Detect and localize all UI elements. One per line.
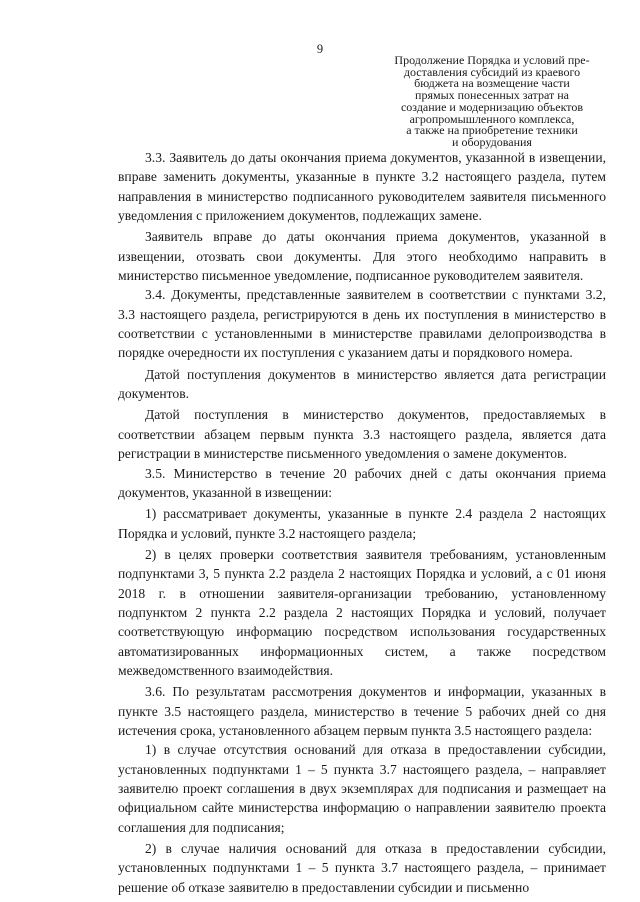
paragraph-3-6-item-2: 2) в случае наличия оснований для отказа в предоставлении субсидии, установленных подпунктами 1 – 5 пункта 3.7 настоящего раздела, – принимает решение об отказе заявителю в предоставлении субсидии и письменно: [118, 841, 606, 895]
paragraph-3-5: 3.5. Министерство в течение 20 рабочих дней с даты окончания приема документов, указанной в извещении:: [118, 465, 606, 500]
header-line: создание и модернизацию объектов: [400, 99, 584, 114]
document-header: [388, 55, 596, 149]
paragraph-3-3: 3.3. Заявитель до даты окончания приема документов, указанной в извещении, вправе заменить документы, указанные в пункте 3.2 настоящего раздела, путем направления в министерство подписанного руководителем заявителя письменного уведомления с приложением документов, подлежащих замене.: [118, 150, 606, 224]
paragraph-3-4: 3.4. Документы, представленные заявителем в соответствии с пунктами 3.2, 3.3 настоящего раздела, регистрируются в день их поступления в министерство в соответствии с установленными в министерстве правилами делопроизводства в порядке очередности их поступления с указанием даты и порядкового номера.: [118, 287, 606, 361]
paragraph-replacement-date: Датой поступления в министерство документов, предоставляемых в соответствии абзацем первым пункта 3.3 настоящего раздела, является дата регистрации в министерстве письменного уведомления о замене документов.: [118, 407, 606, 462]
paragraph-3-6-item-1: 1) в случае отсутствия оснований для отказа в предоставлении субсидии, установленных подпунктами 1 – 5 пункта 3.7 настоящего раздела, – направляет заявителю проект соглашения в двух экземплярах для подписания и размещает на официальном сайте министерства информацию о направлении заявителю проекта соглашения для подписания;: [118, 742, 606, 835]
paragraph-3-5-item-2: 2) в целях проверки соответствия заявителя требованиям, установленным подпунктами 3, 5 пункта 2.2 раздела 2 настоящих Порядка и условий, а с 01 июня 2018 г. в отношении заявителя-организации требованию, установленному подпунктом 2 пункта 2.2 раздела 2 настоящих Порядка и условий, получает соответствующую информацию посредством использования государственных автоматизированных информационных систем, а также посредством межведомственного взаимодействия.: [118, 546, 606, 678]
paragraph-receipt-date: Датой поступления документов в министерство является дата регистрации документов.: [118, 366, 606, 402]
header-line: и оборудования: [452, 134, 532, 149]
header-line: доставления субсидий из краевого: [403, 64, 581, 79]
header-line: бюджета на возмещение части: [414, 76, 570, 91]
paragraph-3-5-item-1: 1) рассматривает документы, указанные в пункте 2.4 раздела 2 настоящих Порядка и условий, пункте 3.2 настоящего раздела;: [118, 506, 606, 541]
paragraph-3-6: 3.6. По результатам рассмотрения документов и информации, указанных в пункте 3.5 настоящего раздела, министерство в течение 5 рабочих дней со дня истечения срока, установленного абзацем первым пункта 3.5 настоящего раздела:: [118, 684, 606, 738]
header-line: а также на приобретение техники: [406, 123, 578, 138]
document-body: [118, 148, 606, 897]
paragraph-withdrawal: Заявитель вправе до даты окончания приема документов, указанной в извещении, отозвать свои документы. Для этого необходимо направить в министерство письменное уведомление, подписанное руководителем заявителя.: [118, 229, 606, 284]
header-line: агропромышленного комплекса,: [409, 111, 575, 126]
header-line: прямых понесенных затрат на: [415, 88, 569, 103]
header-line: Продолжение Порядка и условий пре-: [394, 53, 590, 67]
page-number: 9: [316, 42, 324, 56]
